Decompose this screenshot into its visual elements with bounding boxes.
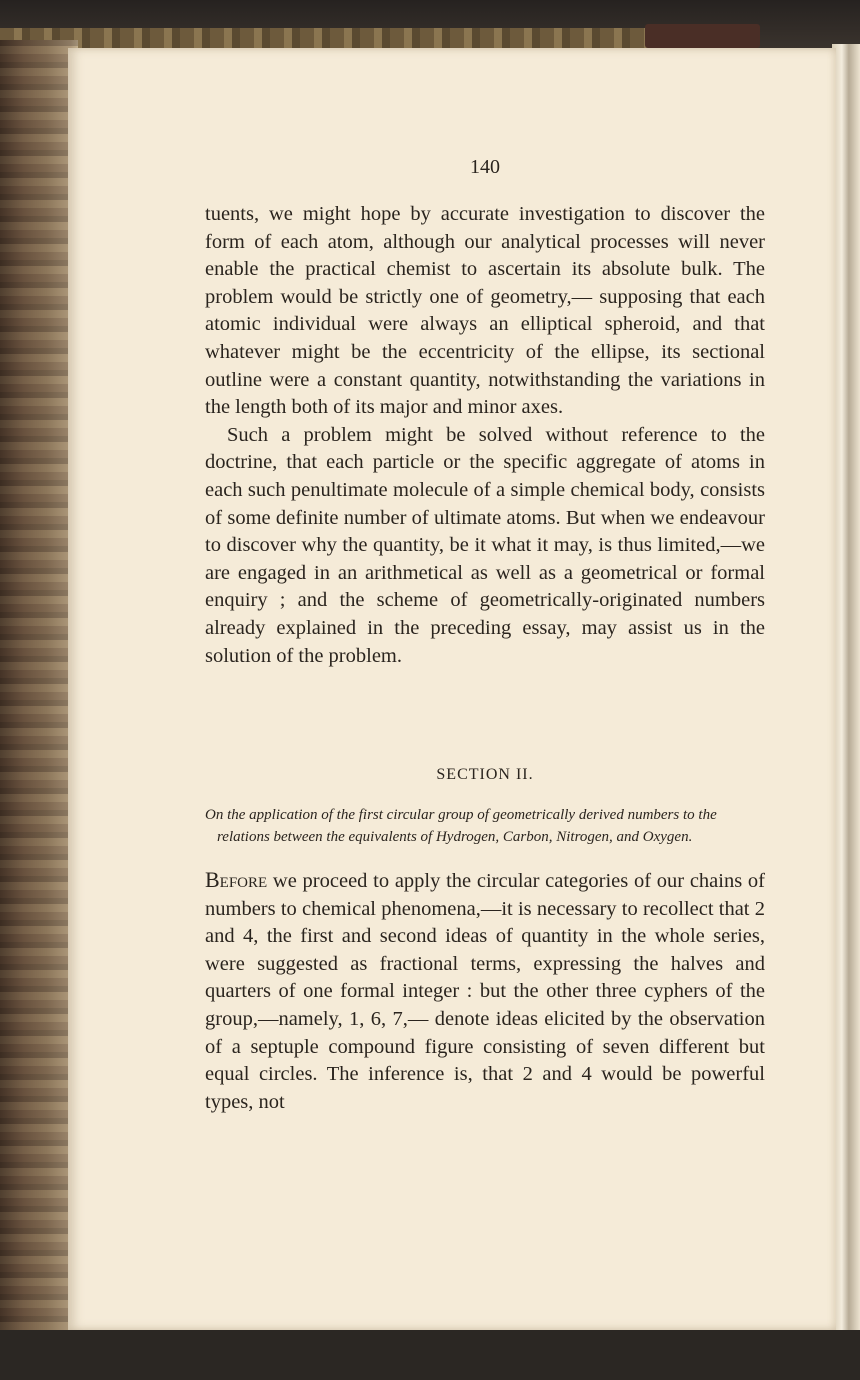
marbled-page-edges [0,40,78,1340]
page-content [205,150,765,1116]
bookmark-ribbon [645,24,760,48]
paragraph-2: Such a problem might be solved without reference to the doctrine, that each particle or the specific aggregate of atoms in each such penultimate molecule of a simple chemical body, consists of some definite number of ultimate atoms. But when we endeavour to discover why the quantity, be it what it may, is thus limited,—we are engaged in an arithmetical as well as a geometrical or formal enquiry ; and the scheme of geometrically-originated numbers already explained in the preceding essay, may assist us in the solution of the problem. [205,423,765,667]
section-ii [205,766,765,1116]
section-body [205,866,765,1116]
section-body-text: we proceed to apply the circular categories of our chains of numbers to chemical phenomena,—it is necessary to recollect that 2 and 4, the first and second ideas of quantity in the whole series, were suggested as fractional terms, expressing the halves and quarters of one formal integer : but the other three cyphers of the group,—namely, 1, 6, 7,— denote ideas elicited by the observation of a septuple compound figure consisting of seven different but equal circles. The inference is, that 2 and 4 would be powerful types, not [205,870,765,1113]
section-subtitle-text: On the application of the first circular group of geometrically derived numbers to the relations between the equivalents of Hydrogen, Carbon, Nitrogen, and Oxygen. [205,807,717,846]
paragraph-1: tuents, we might hope by accurate investigation to discover the form of each atom, although our analytical processes will never enable the practical chemist to ascertain its absolute bulk. The problem would be strictly one of geometry,— supposing that each atomic individual were always an elliptical spheroid, and that whatever might be the eccentricity of the ellipse, its sectional outline were a constant quantity, notwithstanding the variations in the length both of its major and minor axes. [205,203,765,419]
section-heading: SECTION II. [436,766,534,784]
book-bottom-background [0,1330,860,1380]
section-lead-word: Before [205,867,268,893]
page-number: 140 [470,156,500,178]
section-subtitle [205,804,765,848]
page-gutter [832,44,860,1340]
